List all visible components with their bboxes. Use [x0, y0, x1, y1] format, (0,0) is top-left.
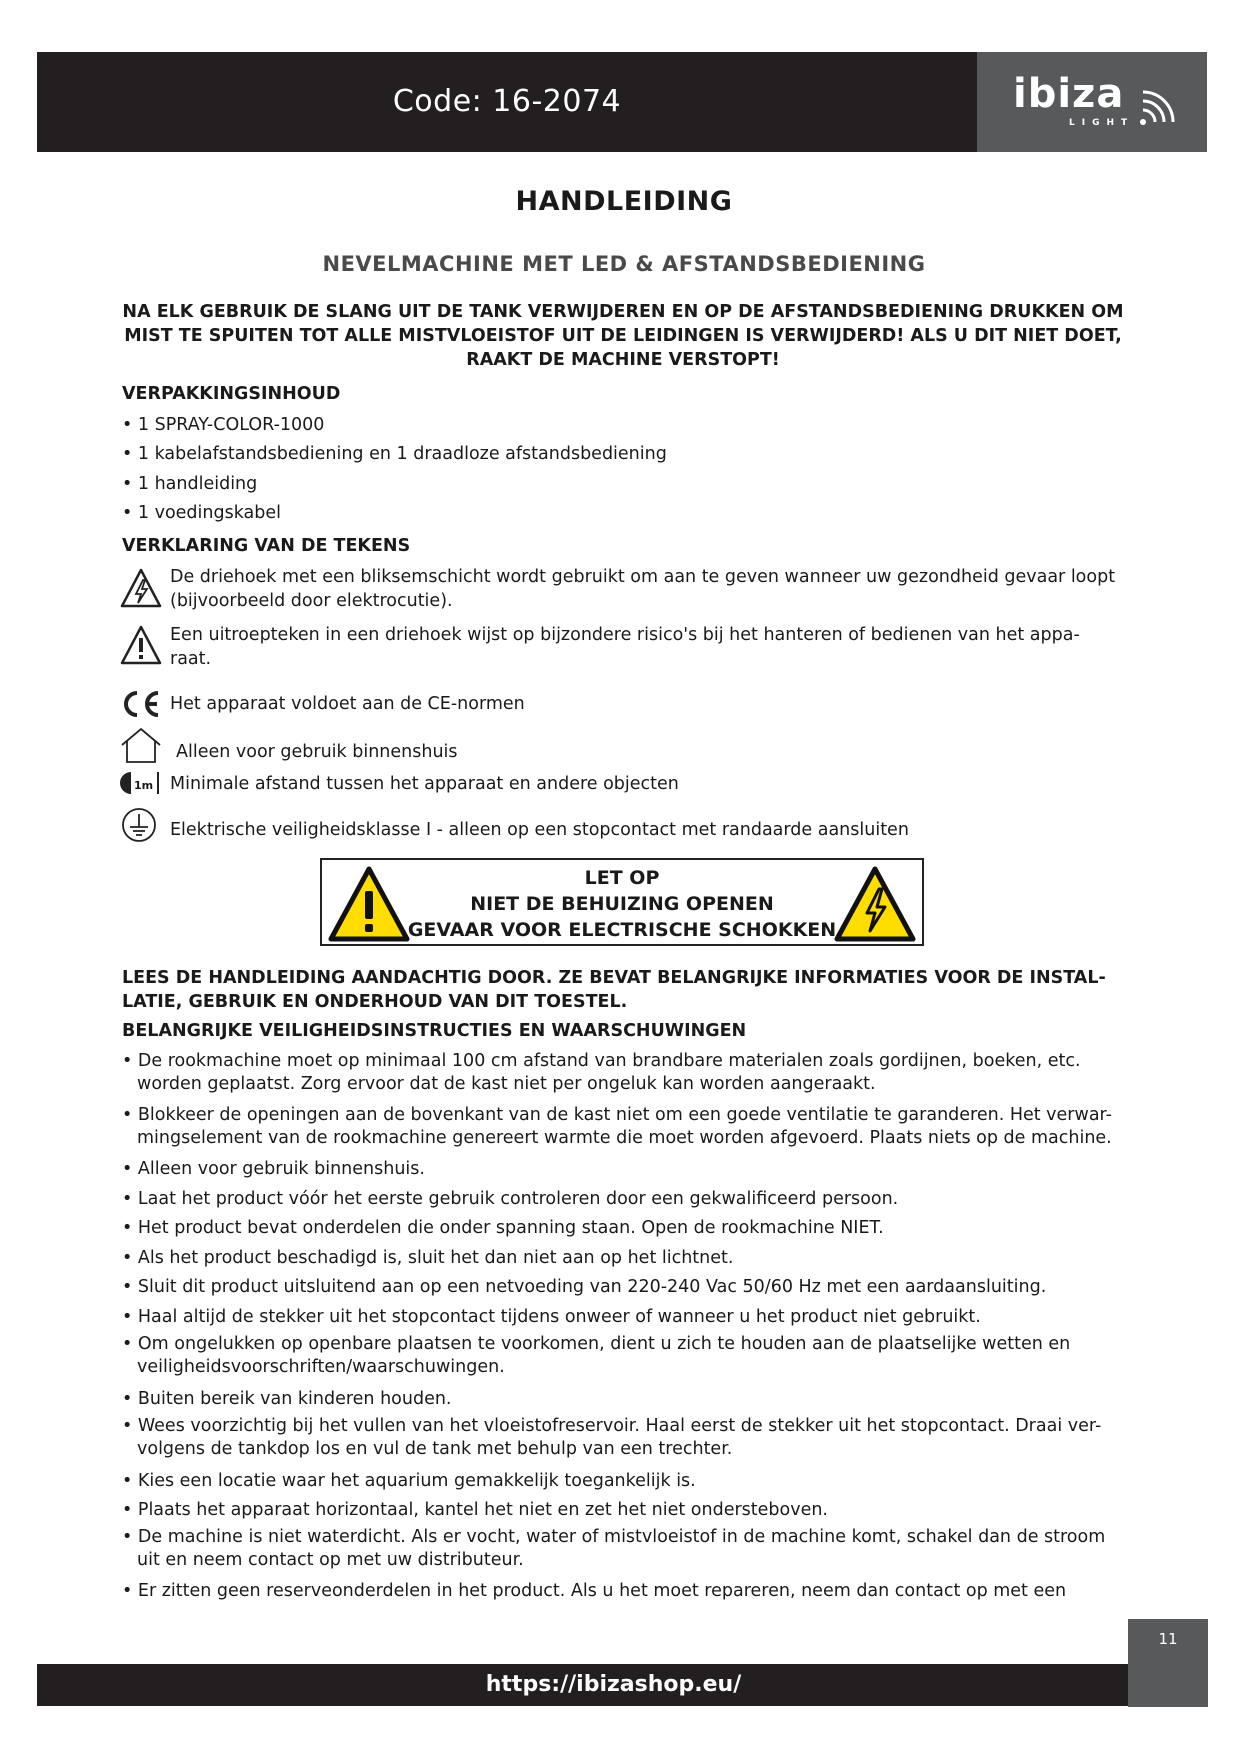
safety-item: • Het product bevat onderdelen die onder spanning staan. Open de rookmachine NIET.	[122, 1218, 884, 1238]
symbol-row	[120, 692, 1110, 728]
safety-item: • Om ongelukken op openbare plaatsen te voorkomen, dient u zich te houden aan de plaatselijke wetten en veiligheidsvoorschriften/waarschuwingen.	[122, 1334, 1071, 1377]
symbol-description: De driehoek met een bliksemschicht wordt gebruikt om aan te geven wanneer uw gezondheid gevaar loopt (bijvoorbeeld door elektrocutie).	[170, 567, 1116, 611]
packaging-item: • 1 SPRAY-COLOR-1000	[122, 415, 325, 435]
safety-item: • Kies een locatie waar het aquarium gemakkelijk toegankelijk is.	[122, 1471, 696, 1491]
distance-icon	[120, 770, 162, 798]
page-number: 11	[1128, 1619, 1208, 1707]
symbol-description: Minimale afstand tussen het apparaat en andere objecten	[170, 774, 679, 794]
safety-item: • Laat het product vóór het eerste gebruik controleren door een gekwalificeerd persoon.	[122, 1189, 899, 1209]
page-subtitle: NEVELMACHINE MET LED & AFSTANDSBEDIENING	[322, 252, 926, 276]
safety-item: • Wees voorzichtig bij het vullen van het vloeistofreservoir. Haal eerst de stekker uit het stopcontact. Draai ver-volgens de tankdop los en vul de tank met behulp van een trechter.	[122, 1416, 1102, 1459]
caution-title: LET OP	[584, 867, 660, 889]
packaging-item: • 1 kabelafstandsbediening en 1 draadloze afstandsbediening	[122, 444, 667, 464]
safety-item: • Haal altijd de stekker uit het stopcontact tijdens onweer of wanneer u het product niet gebruikt.	[122, 1307, 981, 1327]
symbol-row	[120, 565, 1116, 615]
packaging-item: • 1 handleiding	[122, 474, 258, 494]
header-bar	[37, 52, 1207, 152]
exclamation-triangle-icon	[120, 624, 162, 666]
page-title: HANDLEIDING	[515, 186, 733, 217]
safety-item: • Als het product beschadigd is, sluit het dan niet aan op het lichtnet.	[122, 1248, 734, 1268]
footer-bar	[37, 1664, 1128, 1706]
lightning-triangle-icon	[120, 567, 162, 609]
logo-text: ibiza	[1013, 71, 1125, 117]
caution-line: NIET DE BEHUIZING OPENEN	[470, 893, 774, 915]
packaging-heading: VERPAKKINGSINHOUD	[122, 384, 341, 404]
top-warning: NA ELK GEBRUIK DE SLANG UIT DE TANK VERWIJDEREN EN OP DE AFSTANDSBEDIENING DRUKKEN OM MIST TE SPUITEN TOT ALLE MISTVLOEISTOF UIT DE LEIDINGEN IS VERWIJDERD! ALS U DIT NIET DOET, RAAKT DE MACHINE VERSTOPT!	[122, 302, 1124, 370]
symbols-heading: VERKLARING VAN DE TEKENS	[122, 536, 411, 556]
brand-logo	[977, 52, 1207, 152]
safety-item: • De machine is niet waterdicht. Als er vocht, water of mistvloeistof in de machine komt, schakel dan de stroom uit en neem contact op met uw distributeur.	[122, 1527, 1106, 1570]
electric-shock-warning-icon	[833, 865, 917, 943]
symbol-row	[120, 623, 1110, 673]
footer-url[interactable]: https://ibizashop.eu/	[485, 1672, 742, 1697]
ce-mark-icon	[120, 688, 162, 720]
symbol-description: Elektrische veiligheidsklasse I - alleen op een stopcontact met randaarde aansluiten	[170, 820, 909, 840]
symbol-description: Het apparaat voldoet aan de CE-normen	[170, 694, 525, 714]
symbol-row	[120, 770, 1110, 800]
symbol-row	[120, 808, 1110, 848]
safety-item: • Blokkeer de openingen aan de bovenkant van de kast niet om een goede ventilatie te garanderen. Het verwar-mingselement van de rookmachine genereert warmte die moet worden afgevoerd. Plaats niets op de machine.	[122, 1105, 1112, 1148]
product-code: Code: 16-2074	[392, 84, 622, 119]
symbol-description: Een uitroepteken in een driehoek wijst op bijzondere risico's bij het hanteren of bedienen van het appa-raat.	[170, 625, 1080, 669]
safety-item: • Plaats het apparaat horizontaal, kantel het niet en zet het niet ondersteboven.	[122, 1500, 828, 1520]
safety-item: • De rookmachine moet op minimaal 100 cm afstand van brandbare materialen zoals gordijnen, boeken, etc. worden geplaatst. Zorg ervoor dat de kast niet per ongeluk kan worden aangeraakt.	[122, 1051, 1081, 1094]
distance-label: 1m	[134, 779, 154, 792]
safety-item: • Buiten bereik van kinderen houden.	[122, 1389, 452, 1409]
safety-item: • Alleen voor gebruik binnenshuis.	[122, 1159, 425, 1179]
caution-text	[322, 865, 922, 943]
safety-item: • Sluit dit product uitsluitend aan op een netvoeding van 220-240 Vac 50/60 Hz met een aardaansluiting.	[122, 1277, 1047, 1297]
signal-waves-icon	[1137, 88, 1177, 128]
safety-item: • Er zitten geen reserveonderdelen in het product. Als u het moet repareren, neem dan contact op met een	[122, 1581, 1067, 1601]
read-manual-notice: LEES DE HANDLEIDING AANDACHTIG DOOR. ZE BEVAT BELANGRIJKE INFORMATIES VOOR DE INSTAL-LATIE, GEBRUIK EN ONDERHOUD VAN DIT TOESTEL.	[122, 968, 1106, 1012]
symbol-row	[120, 727, 1110, 767]
caution-line: GEVAAR VOOR ELECTRISCHE SCHOKKEN	[407, 919, 837, 941]
safety-heading: BELANGRIJKE VEILIGHEIDSINSTRUCTIES EN WAARSCHUWINGEN	[122, 1021, 747, 1041]
house-icon	[120, 727, 162, 765]
ground-icon	[120, 806, 158, 844]
logo-subtext: LIGHT	[1069, 118, 1135, 128]
symbol-description: Alleen voor gebruik binnenshuis	[176, 742, 458, 762]
caution-box	[320, 858, 924, 946]
packaging-item: • 1 voedingskabel	[122, 503, 281, 523]
